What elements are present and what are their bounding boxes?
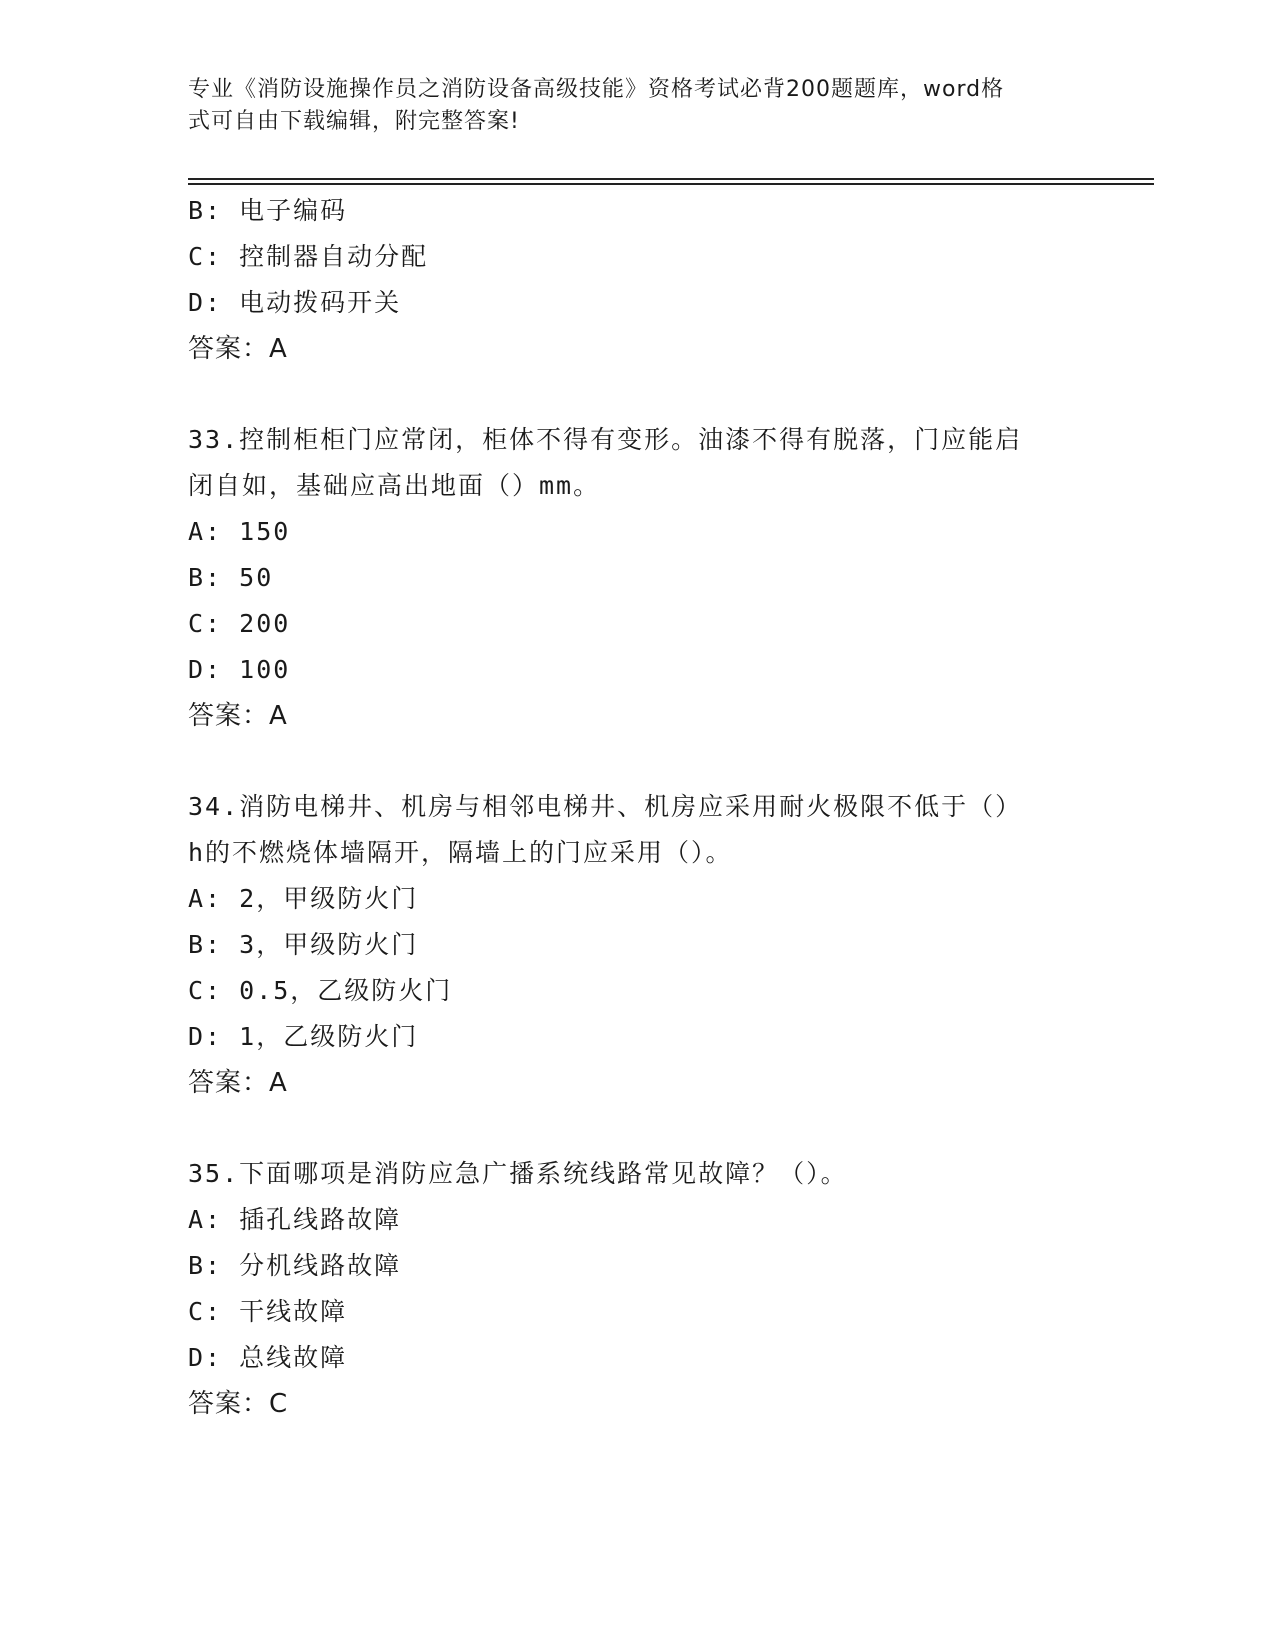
question-35 <box>188 1151 1088 1427</box>
question-stem-line: h的不燃烧体墙隔开，隔墙上的门应采用（）。 <box>188 838 733 867</box>
question-33 <box>188 417 1088 739</box>
option-a: A: 2，甲级防火门 <box>188 884 419 913</box>
option-c: C: 干线故障 <box>188 1297 348 1326</box>
option-b: B: 50 <box>188 563 274 592</box>
option-c: C: 0.5，乙级防火门 <box>188 976 453 1005</box>
question-stem-line: 闭自如，基础应高出地面（）mm。 <box>188 471 601 500</box>
question-stem-line: 34.消防电梯井、机房与相邻电梯井、机房应采用耐火极限不低于（） <box>188 792 1023 821</box>
option-c: C: 200 <box>188 609 291 638</box>
option-d: D: 电动拨码开关 <box>188 288 402 317</box>
question-continuation <box>188 188 1088 372</box>
document-header <box>188 74 1068 138</box>
answer-line: 答案：A <box>188 701 288 731</box>
answer-line: 答案：A <box>188 1068 288 1098</box>
option-c: C: 控制器自动分配 <box>188 242 429 271</box>
option-d: D: 100 <box>188 655 291 684</box>
question-stem-line: 33.控制柜柜门应常闭，柜体不得有变形。油漆不得有脱落，门应能启 <box>188 425 1023 454</box>
question-34 <box>188 784 1088 1106</box>
answer-line: 答案：C <box>188 1389 289 1419</box>
header-line-2: 式可自由下载编辑，附完整答案! <box>188 109 520 134</box>
option-d: D: 总线故障 <box>188 1343 348 1372</box>
option-d: D: 1，乙级防火门 <box>188 1022 419 1051</box>
header-line-1: 专业《消防设施操作员之消防设备高级技能》资格考试必背200题题库，word格 <box>188 77 1005 102</box>
option-a: A: 150 <box>188 517 291 546</box>
header-divider-bottom <box>188 183 1154 185</box>
header-divider-top <box>188 178 1154 180</box>
option-b: B: 电子编码 <box>188 196 348 225</box>
question-list <box>188 188 1088 1427</box>
question-stem-line: 35.下面哪项是消防应急广播系统线路常见故障？（）。 <box>188 1159 848 1188</box>
option-b: B: 分机线路故障 <box>188 1251 402 1280</box>
option-a: A: 插孔线路故障 <box>188 1205 402 1234</box>
option-b: B: 3，甲级防火门 <box>188 930 419 959</box>
answer-line: 答案：A <box>188 334 288 364</box>
